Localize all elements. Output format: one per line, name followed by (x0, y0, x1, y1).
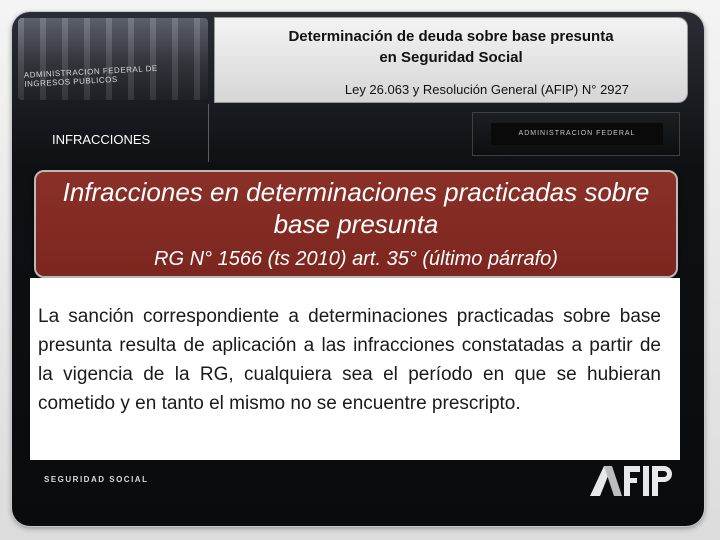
building-photo (18, 18, 208, 100)
banner-subtitle: RG N° 1566 (ts 2010) art. 35° (último párrafo) (154, 248, 558, 270)
heading-banner (34, 170, 678, 278)
building-sign: ADMINISTRACION FEDERAL DE INGRESOS PUBLICOS (23, 63, 158, 89)
title-box (214, 17, 688, 103)
banner-title: Infracciones en determinaciones practicadas sobre base presunta (62, 177, 650, 239)
brand-strip-text: ADMINISTRACION FEDERAL (491, 123, 663, 145)
title-line-1: Determinación de deuda sobre base presunta (288, 28, 614, 45)
afip-logo (588, 462, 672, 498)
subtitle: Ley 26.063 y Resolución General (AFIP) N° 2927 (344, 82, 629, 97)
header-divider (208, 104, 209, 162)
content-panel (30, 278, 680, 460)
brand-strip (472, 112, 680, 156)
content-paragraph: La sanción correspondiente a determinaciones practicadas sobre base presunta resulta de aplicación a las infracciones constatadas a partir de la vigencia de la RG, cualquiera sea el período en que se hubieran cometido y en tanto el mismo no se encuentre prescripto. (38, 306, 661, 414)
title-line-2: en Seguridad Social (379, 49, 523, 66)
section-label: INFRACCIONES (52, 132, 151, 147)
footer-label: SEGURIDAD SOCIAL (44, 475, 149, 484)
